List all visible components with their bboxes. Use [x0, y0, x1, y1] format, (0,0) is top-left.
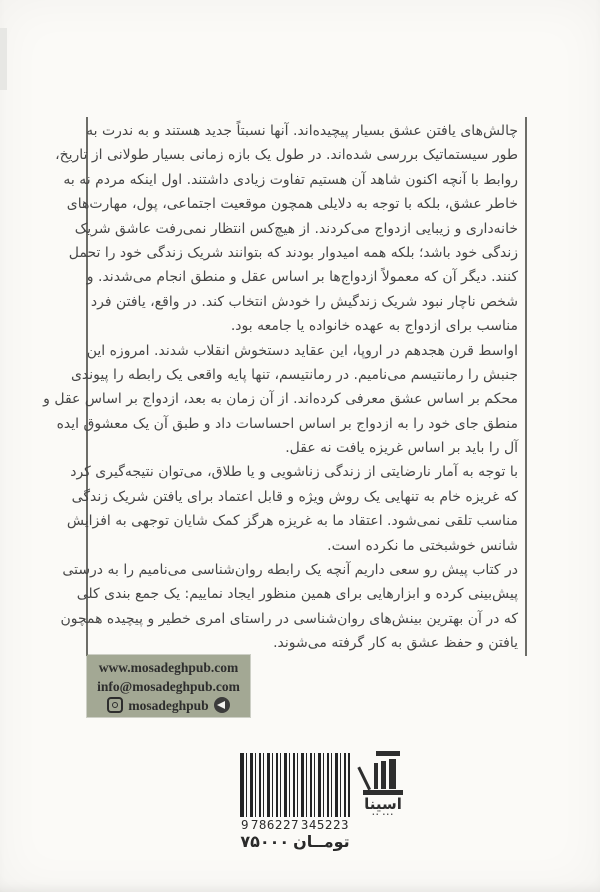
photo-edge-artifact: [0, 28, 7, 90]
price-currency: تومــان: [293, 832, 350, 851]
synopsis-line: کنند. دیگر آن که معمولاً ازدواج‌ها بر اساس عقل و منطق انجام می‌شدند. و: [86, 269, 518, 286]
synopsis-line: اواسط قرن هجدهم در اروپا، این عقاید دستخوش انقلاب شدند. امروزه این: [86, 342, 518, 359]
synopsis-line: مناسب تلقی نمی‌شود. اعتقاد ما به غریزه هرگز کمک شایان توجهی به افزایش: [66, 513, 518, 530]
isbn-group2: 345223: [300, 817, 349, 832]
publisher-logo-subtext: •• •••: [371, 812, 395, 818]
isbn-prefix: 9: [241, 817, 250, 832]
leaning-book-spine: [357, 767, 371, 791]
synopsis-line: خاطر عشق، بلکه با توجه به دلایلی همچون موقعیت اجتماعی، پول، مهارت‌های: [66, 196, 518, 213]
instagram-icon: [107, 697, 123, 713]
price: [236, 832, 354, 851]
publisher-contact-box: [87, 655, 250, 717]
synopsis-line: محکم بر اساس عشق معرفی کرده‌اند. از آن زمان به بعد، ازدواج بر اساس عقل و: [43, 391, 518, 408]
synopsis-line: در کتاب پیش رو سعی داریم آنچه یک رابطه روان‌شناسی می‌نامیم را به درستی: [62, 562, 518, 579]
publisher-name: اسینا: [364, 795, 402, 813]
isbn-group1: 786227: [250, 817, 300, 832]
publisher-email: info@mosadeghpub.com: [97, 678, 240, 694]
synopsis-line: یافتن و حفظ عشق به کار گرفته می‌شوند.: [273, 635, 518, 652]
publisher-social-row: [107, 696, 229, 715]
book-spine: [381, 761, 386, 789]
synopsis-line: آل را باید بر اساس غریزه یافت نه عقل.: [285, 440, 518, 457]
synopsis-line: جنبش را رمانتیسم می‌نامیم. در رمانتیسم، تنها پایه واقعی یک رابطه را پیوندی: [70, 366, 518, 383]
synopsis-line: که غریزه خام به تنهایی یک روش ویژه و قابل اعتماد برای یافتن شریک زندگی: [71, 488, 518, 505]
synopsis-line: چالش‌های یافتن عشق بسیار پیچیده‌اند. آنها نسبتاً جدید هستند و به ندرت به: [86, 123, 518, 139]
barcode-bars: [240, 753, 350, 817]
synopsis-text-block: [43, 117, 527, 656]
price-amount: ۷۵۰۰۰: [240, 832, 290, 851]
synopsis-line: شخص ناچار نبود شریک زندگیش را خودش انتخاب کند. در واقع، یافتن فرد: [90, 293, 518, 310]
book-spine: [374, 763, 378, 789]
isbn-number: [240, 817, 350, 832]
bookshelf-icon: [363, 756, 403, 789]
synopsis-line: شانس خوشبختی ما نکرده است.: [327, 537, 518, 554]
synopsis-line: پیش‌بینی کرده و ابزارهایی برای همین منظور ایجاد نماییم: یک جمع بندی کلی: [76, 586, 518, 603]
synopsis-line: مناسب برای ازدواج به عهده خانواده یا جامعه بود.: [230, 318, 518, 335]
synopsis-line: روابط با آنچه اکنون شاهد آن هستیم تفاوت زیادی داشتند. اول اینکه مردم نه به: [63, 171, 518, 188]
synopsis-line: طور سیستماتیک بررسی شده‌اند. در طول یک بازه زمانی بسیار طولانی از تاریخ،: [55, 147, 518, 164]
telegram-icon: [214, 697, 230, 713]
synopsis-line: که در آن بهترین بینش‌های روان‌شناسی در راستای امری خطیر و پیچیده همچون: [60, 610, 518, 627]
publisher-website: www.mosadeghpub.com: [98, 659, 239, 675]
book-spine: [389, 759, 396, 789]
synopsis-line: منطق جای خود را به ازدواج بر اساس احساسات داد و طبق آن یک معشوق ایده: [56, 415, 518, 432]
isbn-barcode: [240, 753, 350, 832]
instagram-handle: mosadeghpub: [128, 697, 209, 713]
synopsis-line: زندگی خود باشد؛ بلکه همه امیدوار بودند که بتوانند شریک زندگی خود را تحمل: [68, 244, 518, 261]
synopsis-line: خانه‌داری و زیبایی ازدواج می‌کردند. از هیچ‌کس انتظار نمی‌رفت عاشق شریک: [74, 220, 518, 237]
publisher-logo: [363, 751, 403, 818]
synopsis-line: با توجه به آمار نارضایتی از زندگی زناشویی و یا طلاق، می‌توان نتیجه‌گیری کرد: [70, 464, 518, 481]
